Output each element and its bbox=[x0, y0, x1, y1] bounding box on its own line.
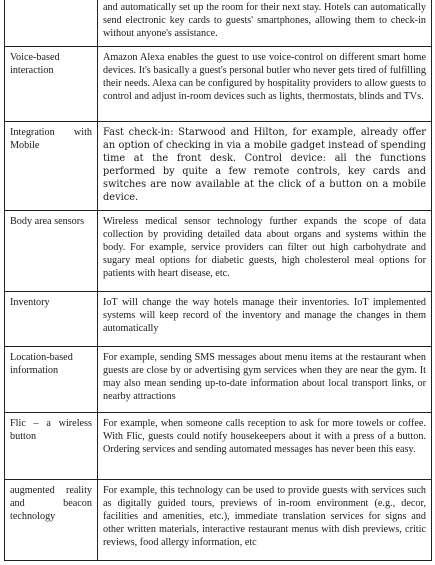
row-label: Inventory bbox=[5, 292, 98, 347]
table-row bbox=[5, 0, 432, 47]
row-description: For example, sending SMS messages about menu items at the restaurant when guests are close by or advertising gym services when they are near the gym. It may also mean sending up-to-date information about local transport links, or nearby attractions bbox=[98, 347, 432, 413]
row-label: Location-based information bbox=[5, 347, 98, 413]
table-row bbox=[5, 122, 432, 211]
table-row bbox=[5, 211, 432, 292]
row-description: Wireless medical sensor technology further expands the scope of data collection by providing detailed data about organs and systems within the body. For example, service providers can filter out high carbohydrate and sugary meal options for diabetic guests, high cholesterol meal options for patients with heart disease, etc. bbox=[98, 211, 432, 292]
row-label: Voice-based interaction bbox=[5, 47, 98, 122]
table-row bbox=[5, 413, 432, 480]
table-row bbox=[5, 292, 432, 347]
row-label: Body area sensors bbox=[5, 211, 98, 292]
table-row bbox=[5, 347, 432, 413]
row-label: Integration with Mobile bbox=[5, 122, 98, 211]
iot-applications-table bbox=[4, 0, 432, 561]
row-description: Fast check-in: Starwood and Hilton, for example, already offer an option of checking in via a mobile gadget instead of spending time at the front desk. Control device: all the functions performed by quite a few remote controls, key cards and switches are now available at the click of a button on a mobile device. bbox=[98, 122, 432, 211]
row-description: For example, this technology can be used to provide guests with services such as digitally guided tours, previews of in-room environment (e.g., decor, facilities and amenities, etc.), immediate translation services for signs and other written materials, interactive restaurant menus with dish previews, critic reviews, food allergy information, etc bbox=[98, 480, 432, 561]
row-label: Flic – a wireless button bbox=[5, 413, 98, 480]
row-description: IoT will change the way hotels manage their inventories. IoT implemented systems will keep record of the inventory and manage the changes in them automatically bbox=[98, 292, 432, 347]
row-label bbox=[5, 0, 98, 47]
row-description: For example, when someone calls reception to ask for more towels or coffee. With Flic, guests could notify housekeepers about it with a press of a button. Ordering services and sending automated messages has never been this easy. bbox=[98, 413, 432, 480]
row-description: Amazon Alexa enables the guest to use voice-control on different smart home devices. It's basically a guest's personal butler who never gets tired of fulfilling their needs. Alexa can be configured by hospitality providers to allow guests to control and adjust in-room devices such as lights, thermostats, blinds and TVs. bbox=[98, 47, 432, 122]
row-label: augmented reality and beacon technology bbox=[5, 480, 98, 561]
row-description: and automatically set up the room for their next stay. Hotels can automatically send electronic key cards to guests' smartphones, allowing them to check-in without anyone's assistance. bbox=[98, 0, 432, 47]
table-row bbox=[5, 47, 432, 122]
table-row bbox=[5, 480, 432, 561]
